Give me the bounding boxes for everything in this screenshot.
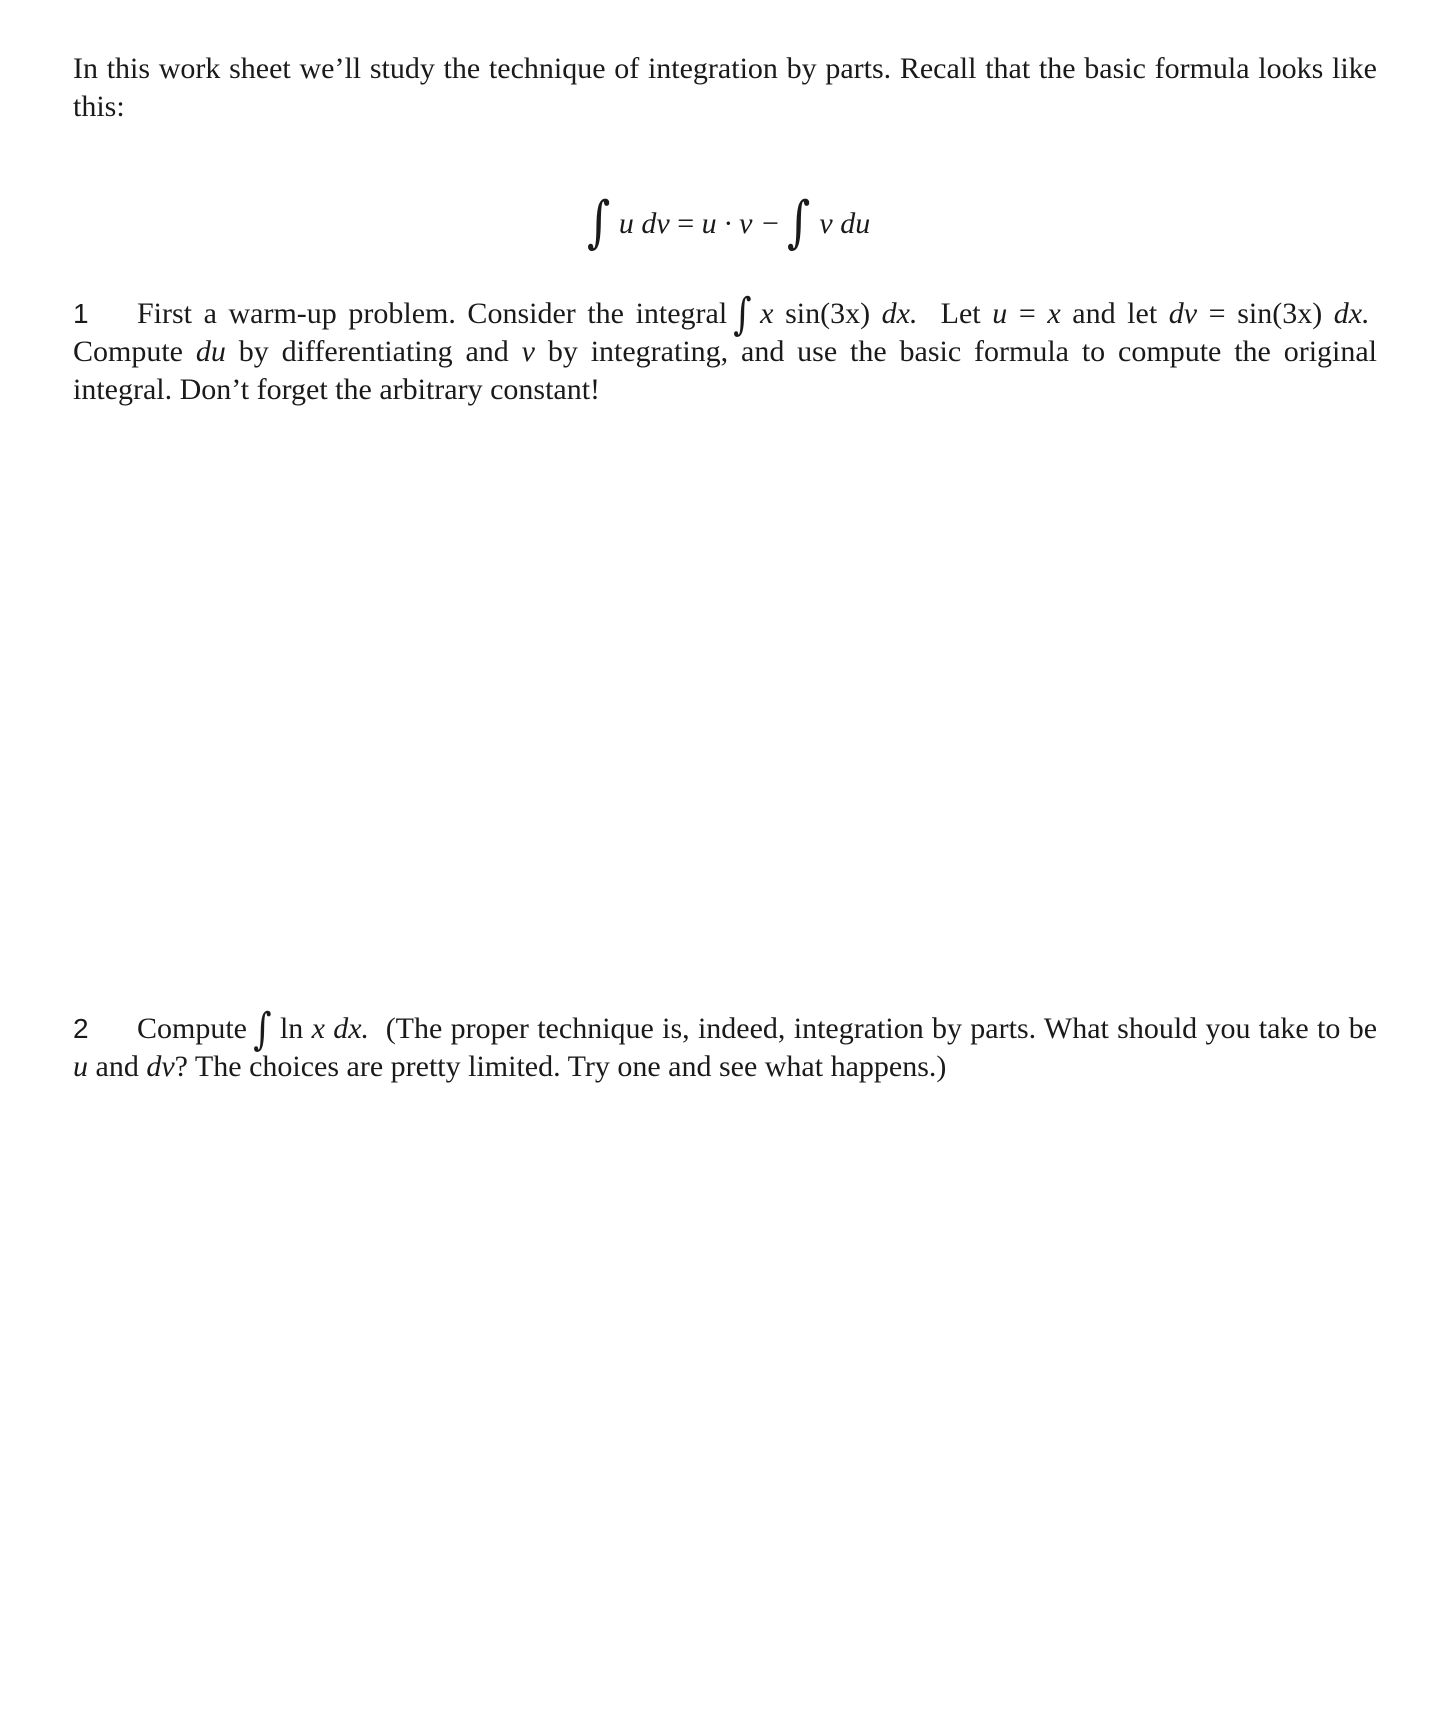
intro-paragraph [73,50,1377,126]
intro-text: In this work sheet we’ll study the technique of integration by parts. Recall that the basic formula looks like this: [73,52,1377,123]
dv-symbol: dv [146,1050,175,1083]
problem-text: Compute [137,1012,247,1045]
u-symbol: u [73,1050,88,1083]
integrand-var: x [760,297,774,330]
problem-text: First a warm-up problem. Consider the integral [137,297,728,330]
formula-equals: = [677,207,695,240]
problem-text: by differentiating and [238,335,509,368]
problem-text: Let [940,297,981,330]
integration-by-parts-formula: ∫ u dv = u · v − ∫ v du [586,190,871,255]
problem-1 [73,289,1378,409]
integrand-dx: dx. [881,297,918,330]
du-symbol: du [195,335,226,368]
formula-rhs: v du [819,207,871,240]
formula-middle: u · v − [701,207,781,240]
equals-sign: = [1018,297,1036,330]
problem-number: 2 [73,1013,89,1044]
integrand-fn: ln [279,1012,304,1045]
integrand-dx: dx. [333,1012,370,1045]
problem-text: Compute [73,335,183,368]
problem-text: and [95,1050,139,1083]
formula-lhs: u dv [618,207,670,240]
worksheet-page [73,50,1378,1083]
problem-2-text: 2 Compute ∫ ln x dx. (The proper technique is, indeed, integration by parts. What should you take to be u and dv? The choices are pretty limited. Try one and see what happens.) [73,1004,1378,1083]
dv-value-dx: dx. [1333,297,1370,330]
problem-number: 1 [73,298,89,329]
problem-2 [73,1004,1378,1086]
problem-text: ? The choices are pretty limited. Try one and see what happens.) [174,1050,947,1083]
u-value: x [1047,297,1061,330]
problem-text: and let [1072,297,1158,330]
problem-1-text: 1 First a warm-up problem. Consider the integral ∫ x sin(3x) dx. Let u = x and let dv = sin(3x) dx. Compute du by differentiating and v by integrating, and use the basic formula to compute the original integral. Don’t forget the arbitrary constant! [73,289,1378,406]
u-variable: u [992,297,1008,330]
dv-value-fn: sin(3x) [1237,297,1323,330]
v-symbol: v [521,335,535,368]
problem-text: by integrating, and use the basic formula to compute the original integral. Don’t forget the arbitrary constant! [73,335,1378,406]
dv-variable: dv [1168,297,1198,330]
problem-text: (The proper technique is, indeed, integration by parts. What should you take to be [385,1012,1378,1045]
integrand-fn: sin(3x) [785,297,871,330]
integrand-var: x [311,1012,325,1045]
equals-sign: = [1208,297,1226,330]
